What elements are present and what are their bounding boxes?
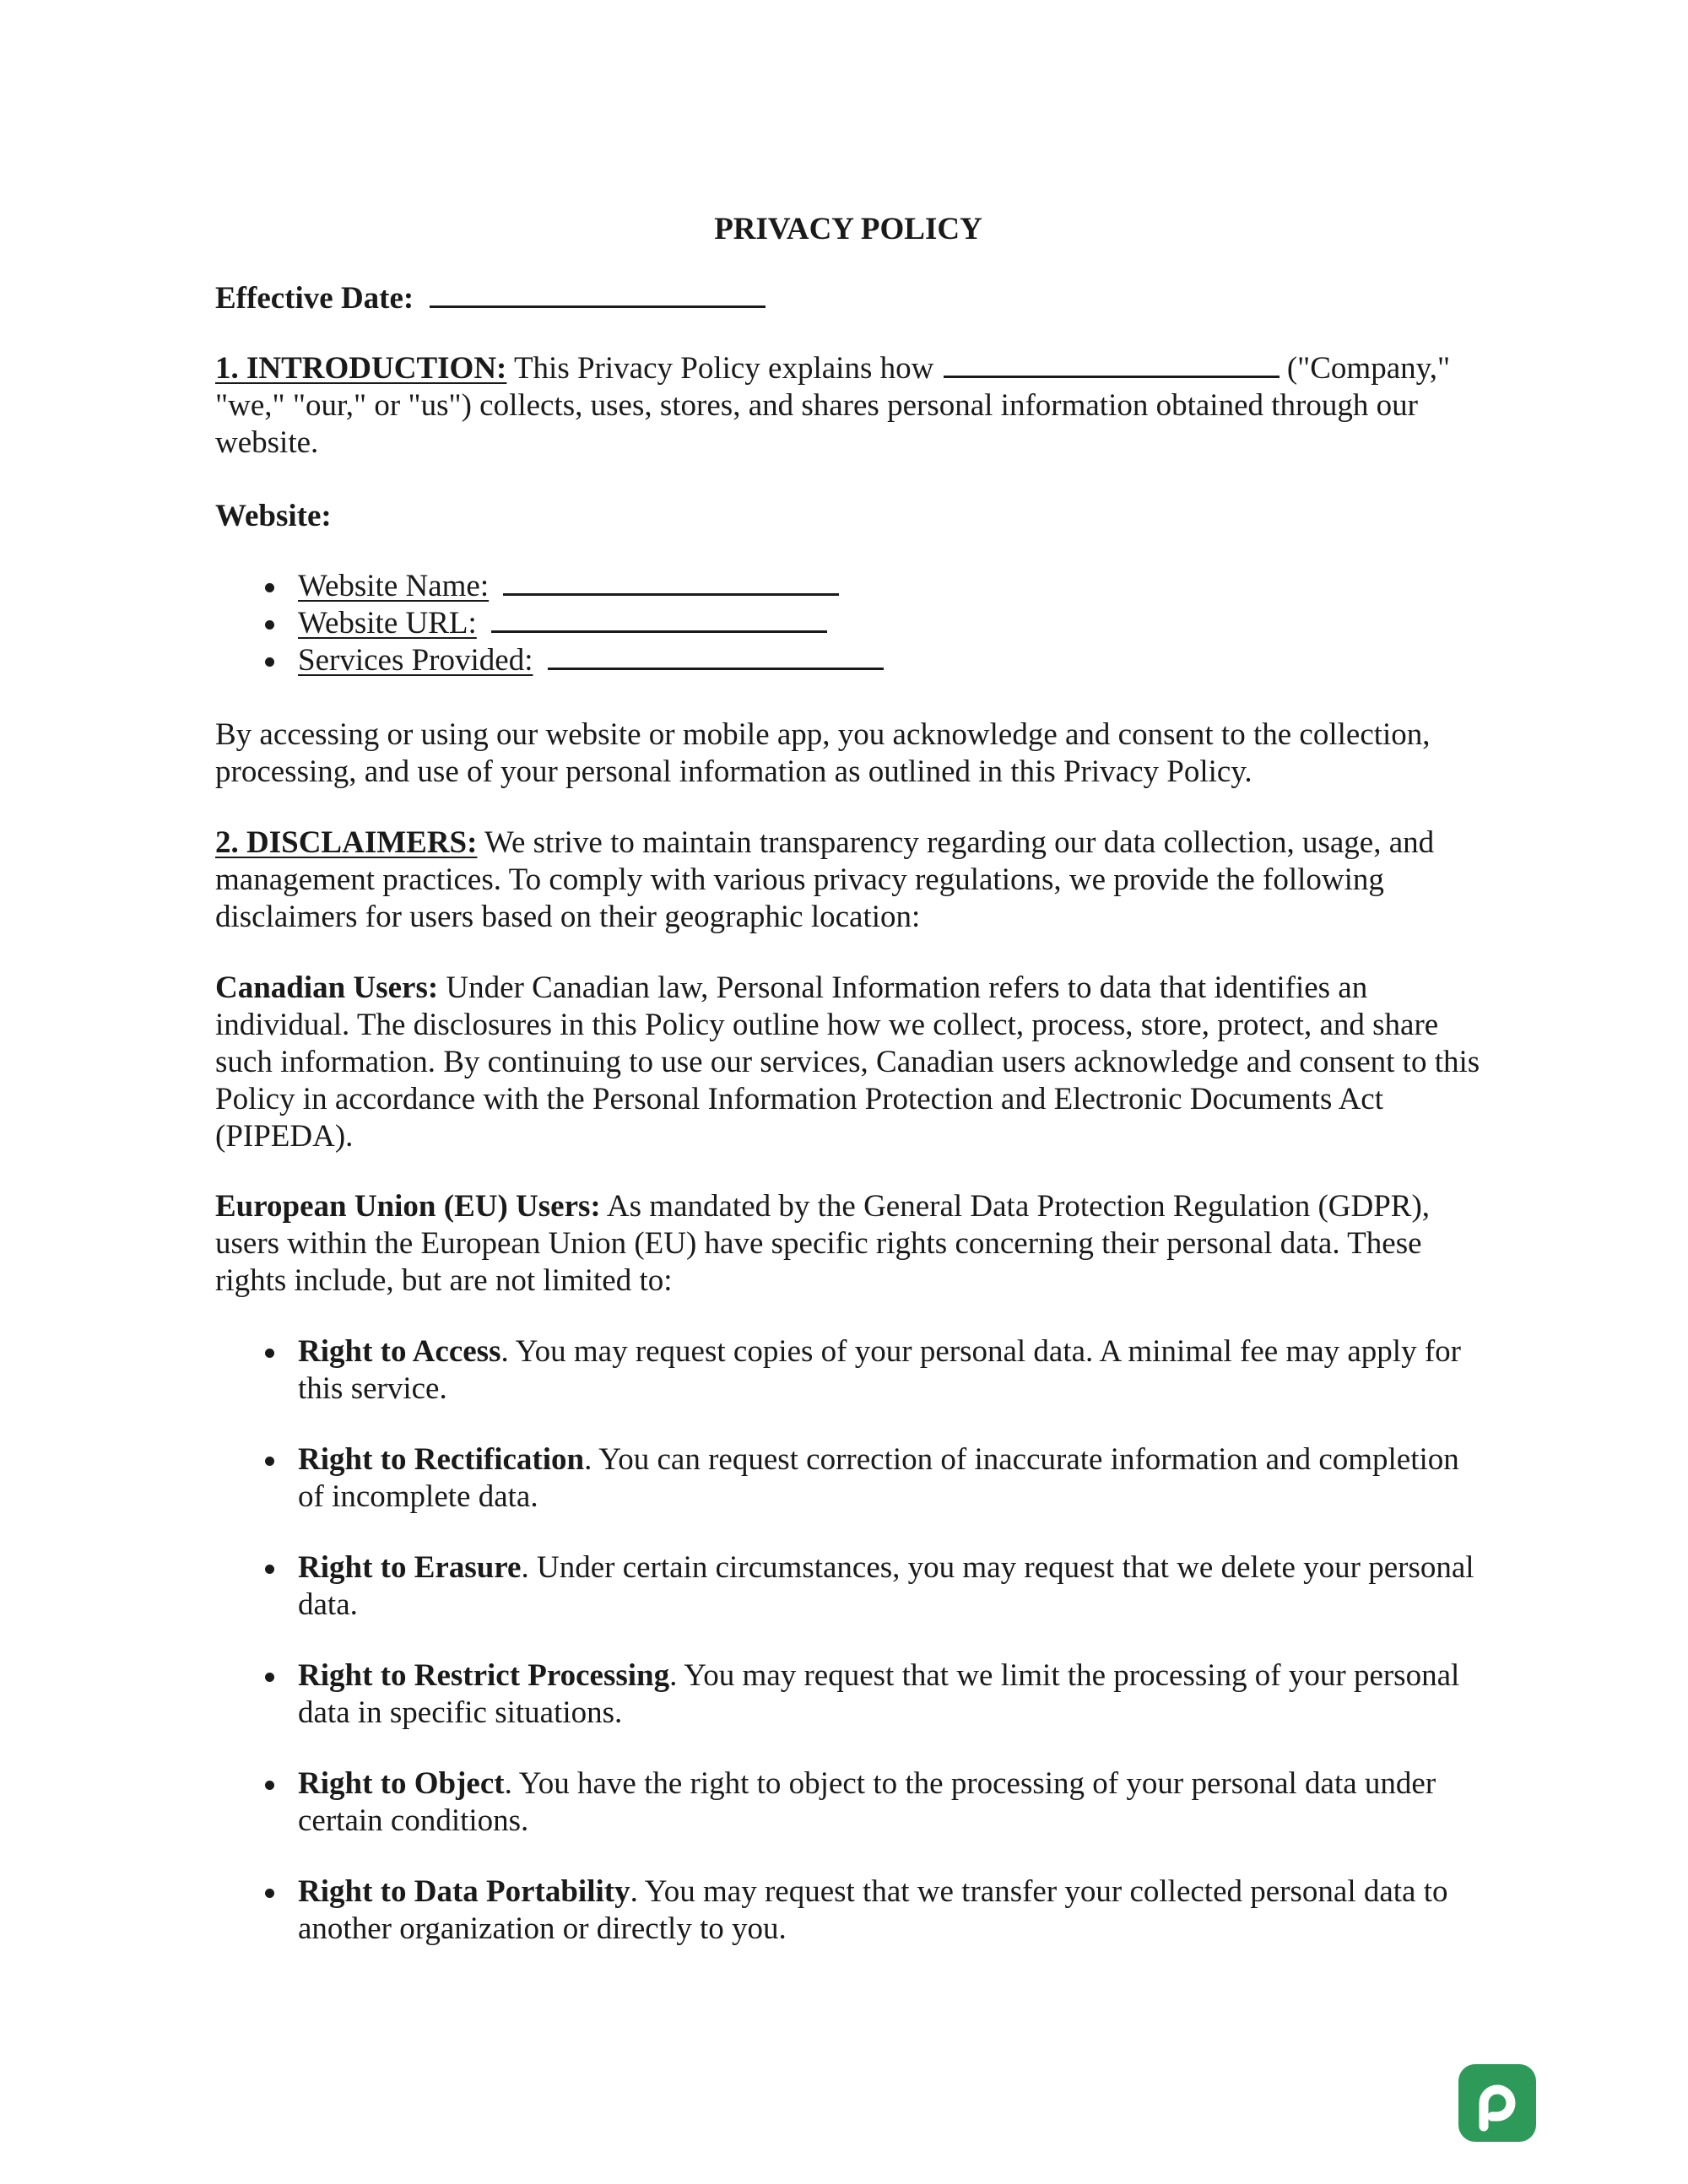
eu-users-section [215, 1188, 1481, 1300]
effective-date-label: Effective Date: [215, 281, 414, 316]
website-name-blank[interactable] [503, 568, 839, 596]
website-heading: Website: [215, 499, 332, 533]
right-text: . You can request correction of inaccurate information and completion of incomplete data. [298, 1442, 1459, 1514]
right-name: Right to Erasure [298, 1550, 522, 1585]
right-name: Right to Restrict Processing [298, 1658, 670, 1693]
company-name-blank[interactable] [944, 350, 1280, 378]
list-item [215, 1549, 1481, 1624]
intro-heading: 1. INTRODUCTION: [215, 351, 507, 386]
p-logo-icon[interactable] [1458, 2064, 1536, 2142]
right-text: . You have the right to object to the processing of your personal data under certain conditions. [298, 1766, 1436, 1838]
intro-text-2: ("Company," "we," "our," or "us") collects, uses, stores, and shares personal information obtained through our website. [215, 351, 1451, 460]
list-item [215, 1441, 1481, 1516]
list-item [215, 1765, 1481, 1840]
canadian-users-section [215, 970, 1481, 1155]
list-item [215, 642, 1481, 679]
disclaimers-heading: 2. DISCLAIMERS: [215, 825, 478, 860]
disclaimers-text: We strive to maintain transparency regarding our data collection, usage, and management practices. To comply with various privacy regulations, we provide the following disclaimers for users based on their geographic location: [215, 825, 1435, 934]
rights-list-container [215, 1333, 1481, 1981]
website-name-label: Website Name: [298, 569, 490, 603]
right-name: Right to Rectification [298, 1442, 585, 1477]
consent-paragraph: By accessing or using our website or mobile app, you acknowledge and consent to the collection, processing, and use of your personal information as outlined in this Privacy Policy. [215, 717, 1431, 789]
document-title: PRIVACY POLICY [714, 212, 982, 246]
disclaimers-section [215, 824, 1481, 936]
eu-users-text: As mandated by the General Data Protection Regulation (GDPR), users within the European Union (EU) have specific rights concerning their personal data. These rights include, but are not limited to: [215, 1189, 1431, 1298]
website-list-container [215, 568, 1481, 679]
canadian-users-text: Under Canadian law, Personal Information refers to data that identifies an individual. The disclosures in this Policy outline how we collect, process, store, protect, and share such information. By continuing to use our services, Canadian users acknowledge and consent to this Policy in accordance with the Personal Information Protection and Electronic Documents Act (PIPEDA). [215, 970, 1480, 1154]
rights-list [215, 1333, 1481, 1948]
right-name: Right to Data Portability [298, 1874, 630, 1909]
list-item [215, 605, 1481, 642]
website-url-blank[interactable] [491, 605, 827, 633]
right-name: Right to Object [298, 1766, 505, 1801]
website-list [215, 568, 1481, 679]
list-item [215, 1657, 1481, 1732]
right-text: . You may request that we transfer your collected personal data to another organization or directly to you. [298, 1874, 1448, 1946]
list-item [215, 568, 1481, 605]
intro-text-1: This Privacy Policy explains how [506, 351, 942, 386]
right-text: . You may request copies of your personal data. A minimal fee may apply for this service. [298, 1334, 1461, 1406]
canadian-users-heading: Canadian Users: [215, 970, 439, 1005]
effective-date-blank[interactable] [430, 280, 766, 308]
services-provided-blank[interactable] [548, 642, 884, 670]
right-text: . Under certain circumstances, you may request that we delete your personal data. [298, 1550, 1474, 1622]
intro-section [215, 350, 1481, 462]
list-item [215, 1333, 1481, 1408]
effective-date-line [215, 280, 1481, 317]
services-provided-label: Services Provided: [298, 643, 533, 678]
eu-users-heading: European Union (EU) Users: [215, 1189, 601, 1224]
website-url-label: Website URL: [298, 606, 477, 641]
p-logo-glyph [1458, 2064, 1536, 2142]
right-text: . You may request that we limit the processing of your personal data in specific situations. [298, 1658, 1460, 1730]
right-name: Right to Access [298, 1334, 501, 1369]
list-item [215, 1873, 1481, 1948]
